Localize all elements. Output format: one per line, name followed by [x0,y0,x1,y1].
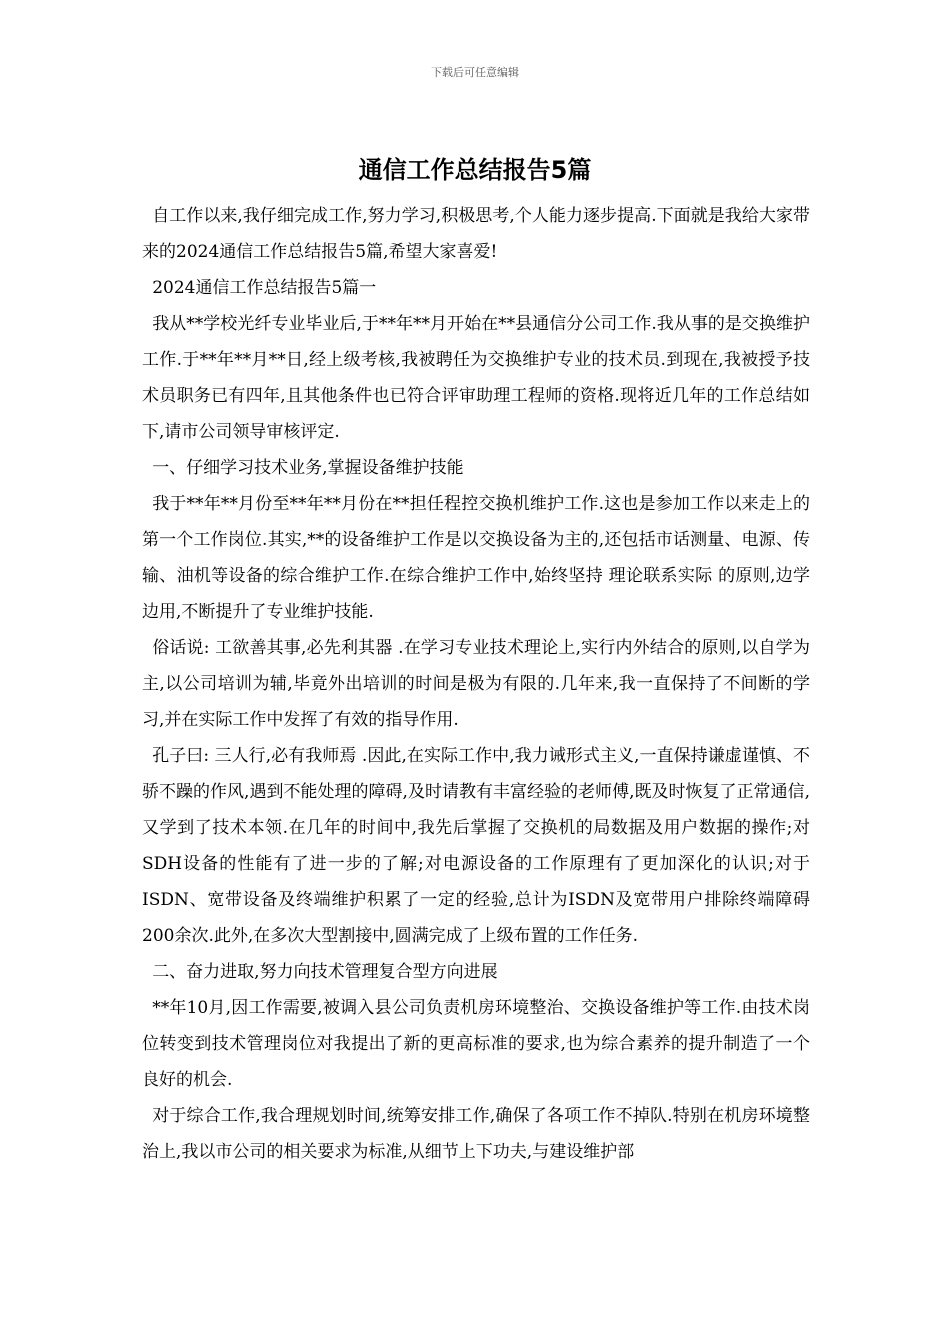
paragraph-comprehensive-work: 对于综合工作,我合理规划时间,统筹安排工作,确保了各项工作不掉队.特别在机房环境整治上,我以市公司的相关要求为标准,从细节上下功夫,与建设维护部 [142,1106,810,1162]
paragraph-maintenance: 我于**年**月份至**年**月份在**担任程控交换机维护工作.这也是参加工作以来走上的第一个工作岗位.其实,**的设备维护工作是以交换设备为主的,还包括市话测量、电源、传输、油机等设备的综合维护工作.在综合维护工作中,始终坚持 理论联系实际 的原则,边学边用,不断提升了专业维护技能. [142,494,810,622]
section-heading-part-one: 2024通信工作总结报告5篇一 [152,278,377,298]
paragraph-background: 我从**学校光纤专业毕业后,于**年**月开始在**县通信分公司工作.我从事的是交换维护工作.于**年**月**日,经上级考核,我被聘任为交换维护专业的技术员.到现在,我被授予技术员职务已有四年,且其他条件也已符合评审助理工程师的资格.现将近几年的工作总结如下,请市公司领导审核评定. [142,314,810,442]
section-heading-2: 二、奋力进取,努力向技术管理复合型方向进展 [152,962,498,982]
header-note: 下载后可任意编辑 [431,66,519,79]
document-body [142,198,810,1170]
document-title: 通信工作总结报告5篇 [358,156,592,184]
paragraph-learning: 俗话说: 工欲善其事,必先利其器 .在学习专业技术理论上,实行内外结合的原则,以自学为主,以公司培训为辅,毕竟外出培训的时间是极为有限的.几年来,我一直保持了不间断的学习,并在实际工作中发挥了有效的指导作用. [142,638,810,730]
paragraph-confucius: 孔子曰: 三人行,必有我师焉 .因此,在实际工作中,我力诫形式主义,一直保持谦虚谨慎、不骄不躁的作风,遇到不能处理的障碍,及时请教有丰富经验的老师傅,既及时恢复了正常通信,又学到了技术本领.在几年的时间中,我先后掌握了交换机的局数据及用户数据的操作;对SDH设备的性能有了进一步的了解;对电源设备的工作原理有了更加深化的认识;对于ISDN、宽带设备及终端维护积累了一定的经验,总计为ISDN及宽带用户排除终端障碍200余次.此外,在多次大型割接中,圆满完成了上级布置的工作任务. [142,746,810,946]
paragraph-transfer: **年10月,因工作需要,被调入县公司负责机房环境整治、交换设备维护等工作.由技术岗位转变到技术管理岗位对我提出了新的更高标准的要求,也为综合素养的提升制造了一个良好的机会. [142,998,810,1090]
paragraph-intro: 自工作以来,我仔细完成工作,努力学习,积极思考,个人能力逐步提高.下面就是我给大家带来的2024通信工作总结报告5篇,希望大家喜爱! [142,206,810,262]
section-heading-1: 一、仔细学习技术业务,掌握设备维护技能 [152,458,464,478]
